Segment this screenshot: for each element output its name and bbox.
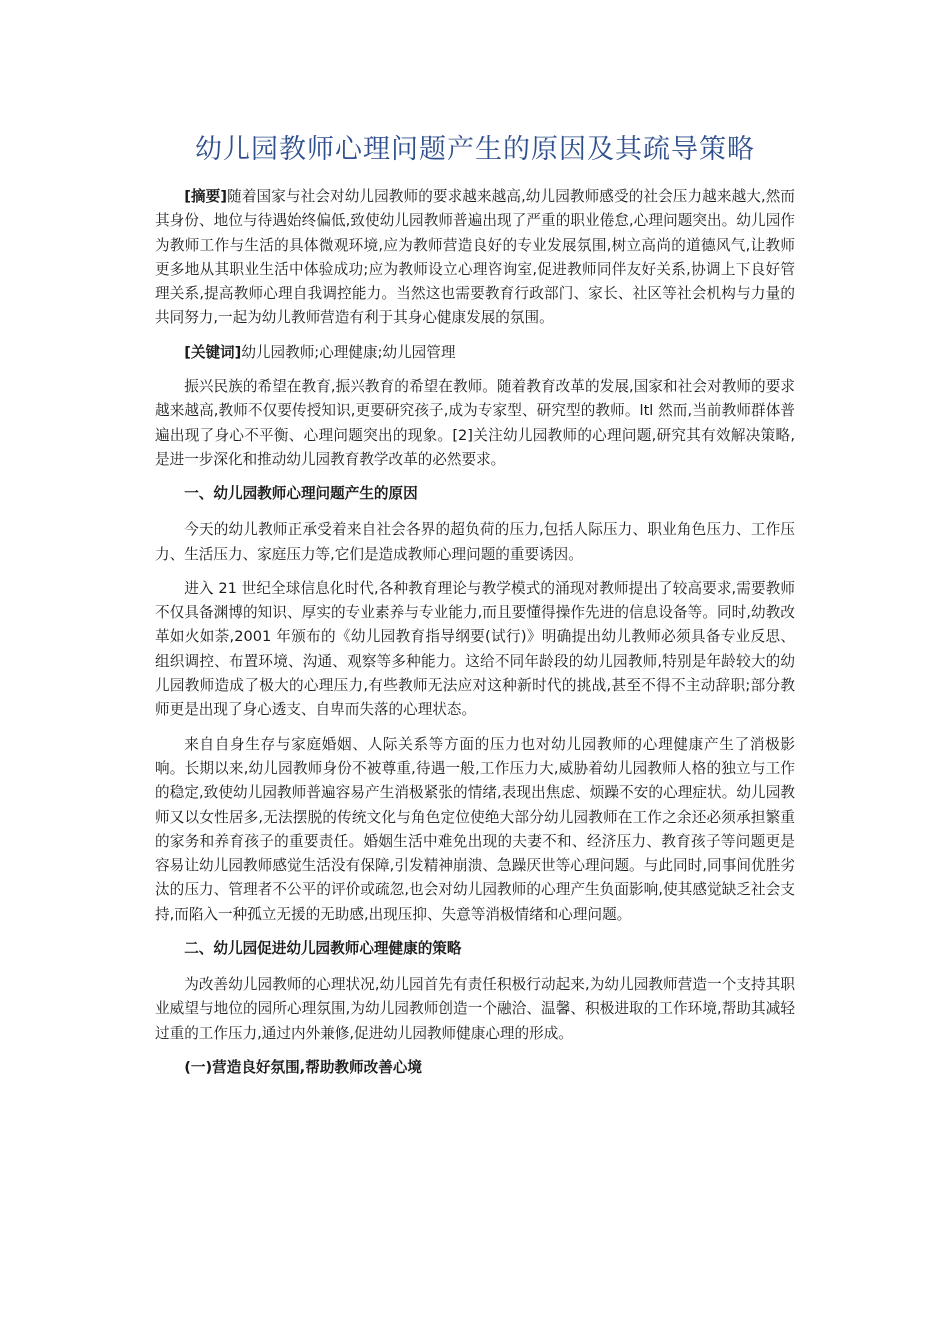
keywords-label: [关键词] (184, 343, 242, 361)
abstract-paragraph (155, 185, 795, 331)
section1-paragraph-1: 今天的幼儿教师正承受着来自社会各界的超负荷的压力,包括人际压力、职业角色压力、工作压力、生活压力、家庭压力等,它们是造成教师心理问题的重要诱因。 (155, 521, 795, 563)
keywords-text: 幼儿园教师;心理健康;幼儿园管理 (241, 343, 456, 361)
abstract-text: 随着国家与社会对幼儿园教师的要求越来越高,幼儿园教师感受的社会压力越来越大,然而其身份、地位与待遇始终偏低,致使幼儿园教师普遍出现了严重的职业倦怠,心理问题突出。幼儿园作为教师工作与生活的具体微观环境,应为教师营造良好的专业发展氛围,树立高尚的道德风气,让教师更多地从其职业生活中体验成功;应为教师设立心理咨询室,促进教师同伴友好关系,协调上下良好管理关系,提高教师心理自我调控能力。当然这也需要教育行政部门、家长、社区等社会机构与力量的共同努力,一起为幼儿教师营造有利于其身心健康发展的氛围。 (155, 188, 795, 327)
abstract-label: [摘要] (184, 188, 228, 205)
subsection-heading-1: (一)营造良好氛围,帮助教师改善心境 (184, 1058, 422, 1076)
keywords-paragraph (155, 341, 795, 365)
section1-paragraph-2: 进入 21 世纪全球信息化时代,各种教育理论与教学模式的涌现对教师提出了较高要求,需要教师不仅具备渊博的知识、厚实的专业素养与专业能力,而且要懂得操作先进的信息设备等。同时,幼教改革如火如荼,2001 年颁布的《幼儿园教育指导纲要(试行)》明确提出幼儿教师必须具备专业反思、组织调控、布置环境、沟通、观察等多种能力。这给不同年龄段的幼儿园教师,特别是年龄较大的幼儿园教师造成了极大的心理压力,有些教师无法应对这种新时代的挑战,甚至不得不主动辞职;部分教师更是出现了身心透支、自卑而失落的心理状态。 (155, 579, 795, 719)
section2-paragraph-1: 为改善幼儿园教师的心理状况,幼儿园首先有责任积极行动起来,为幼儿园教师营造一个支持其职业威望与地位的园所心理氛围,为幼儿园教师创造一个融洽、温馨、积极进取的工作环境,帮助其减轻过重的工作压力,通过内外兼修,促进幼儿园教师健康心理的形成。 (155, 976, 795, 1042)
intro-paragraph: 振兴民族的希望在教育,振兴教育的希望在教师。随着教育改革的发展,国家和社会对教师的要求越来越高,教师不仅要传授知识,更要研究孩子,成为专家型、研究型的教师。ltl 然而,当前教师群体普遍出现了身心不平衡、心理问题突出的现象。[2]关注幼儿园教师的心理问题,研究其有效解决策略,是进一步深化和推动幼儿园教育教学改革的必然要求。 (155, 378, 795, 468)
section-heading-2: 二、幼儿园促进幼儿园教师心理健康的策略 (184, 940, 462, 958)
page-title: 幼儿园教师心理问题产生的原因及其疏导策略 (195, 134, 755, 165)
section1-paragraph-3: 来自自身生存与家庭婚姻、人际关系等方面的压力也对幼儿园教师的心理健康产生了消极影响。长期以来,幼儿园教师身份不被尊重,待遇一般,工作压力大,威胁着幼儿园教师人格的独立与工作的稳定,致使幼儿园教师普遍容易产生消极紧张的情绪,表现出焦虑、烦躁不安的心理症状。幼儿园教师又以女性居多,无法摆脱的传统文化与角色定位使绝大部分幼儿园教师在工作之余还必须承担繁重的家务和养育孩子的重要责任。婚姻生活中难免出现的夫妻不和、经济压力、教育孩子等问题更是容易让幼儿园教师感觉生活没有保障,引发精神崩溃、急躁厌世等心理问题。与此同时,同事间优胜劣汰的压力、管理者不公平的评价或疏忽,也会对幼儿园教师的心理产生负面影响,使其感觉缺乏社会支持,而陷入一种孤立无援的无助感,出现压抑、失意等消极情绪和心理问题。 (155, 735, 795, 923)
article-body (155, 185, 795, 1092)
section-heading-1: 一、幼儿园教师心理问题产生的原因 (184, 485, 418, 503)
